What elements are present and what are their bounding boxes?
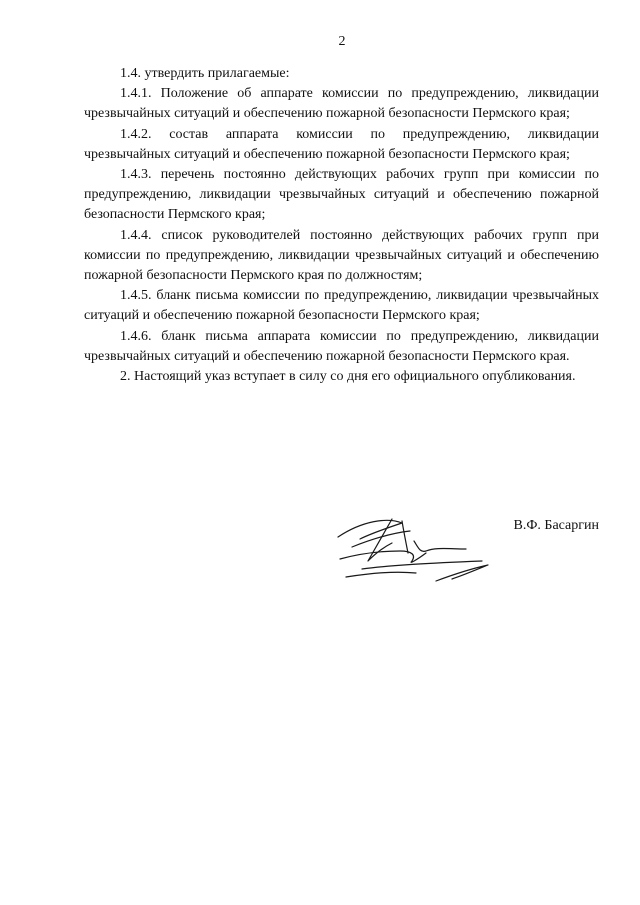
handwritten-signature-icon — [332, 507, 502, 591]
paragraph-1-4: 1.4. утвердить прилагаемые: — [120, 66, 290, 81]
paragraph-1-4-3: 1.4.3. перечень постоянно действующих рабочих групп при комиссии по предупреждению, ликвидации чрезвычайных ситуаций и обеспечению пожарной безопасности Пермского края; — [84, 167, 599, 223]
paragraph-1-4-4: 1.4.4. список руководителей постоянно действующих рабочих групп при комиссии по предупреждению, ликвидации чрезвычайных ситуаций и обеспечению пожарной безопасности Пермского края по должностям; — [84, 227, 599, 284]
paragraph-1-4-1: 1.4.1. Положение об аппарате комиссии по предупреждению, ликвидации чрезвычайных ситуаций и обеспечению пожарной безопасности Пермского края; — [84, 86, 599, 122]
paragraph-1-4-5: 1.4.5. бланк письма комиссии по предупреждению, ликвидации чрезвычайных ситуаций и обеспечению пожарной безопасности Пермского края; — [84, 288, 599, 324]
page-number: 2 — [338, 34, 346, 49]
signature-block — [84, 503, 599, 593]
paragraph-2: 2. Настоящий указ вступает в силу со дня его официального опубликования. — [120, 369, 576, 385]
paragraph-1-4-2: 1.4.2. состав аппарата комиссии по предупреждению, ликвидации чрезвычайных ситуаций и обеспечению пожарной безопасности Пермского края; — [84, 126, 599, 162]
signer-name: В.Ф. Басаргин — [513, 518, 599, 533]
document-body — [84, 64, 599, 387]
paragraph-1-4-6: 1.4.6. бланк письма аппарата комиссии по предупреждению, ликвидации чрезвычайных ситуаций и обеспечению пожарной безопасности Пермского края. — [84, 328, 599, 364]
